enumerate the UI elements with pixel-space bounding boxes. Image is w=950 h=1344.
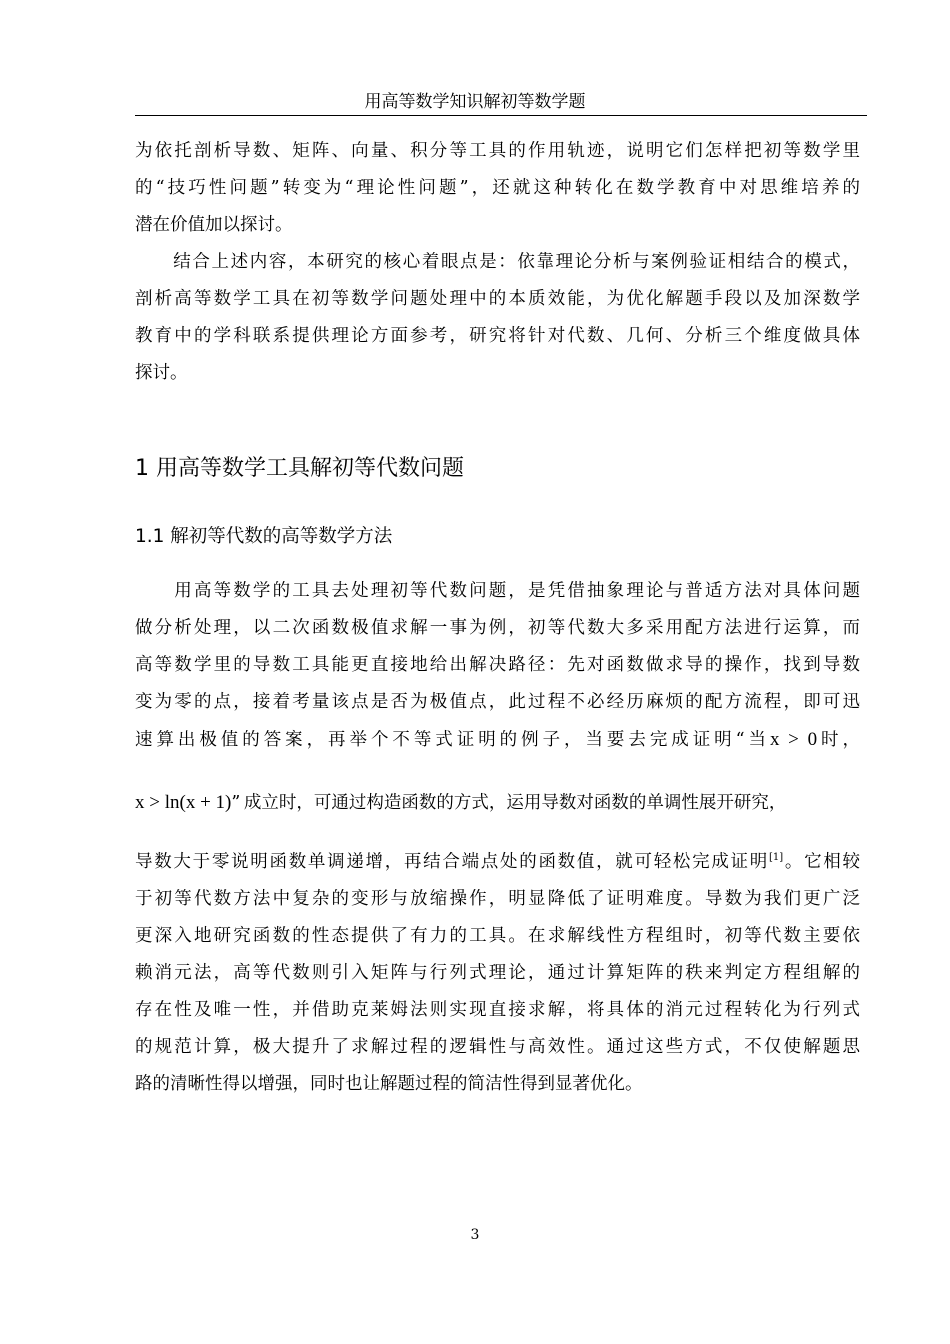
text-line-with-math: [135, 721, 860, 759]
header-rule: [135, 115, 867, 116]
text-line: 变为零的点，接着考量该点是否为极值点，此过程不必经历麻烦的配方流程，即可迅: [135, 692, 860, 712]
text-line: 剖析高等数学工具在初等数学问题处理中的本质效能，为优化解题手段以及加深数学: [135, 289, 860, 309]
text-line: 于初等代数方法中复杂的变形与放缩操作，明显降低了证明难度。导数为我们更广泛: [135, 889, 860, 909]
section-heading: 1 用高等数学工具解初等代数问题: [135, 456, 464, 481]
math-inequality-x-positive: x > 0: [769, 729, 818, 750]
text-line: 存在性及唯一性，并借助克莱姆法则实现直接求解，将具体的消元过程转化为行列式: [135, 1000, 860, 1020]
running-header: 用高等数学知识解初等数学题: [364, 92, 586, 112]
text-line: 探讨。: [135, 363, 188, 383]
text-line: 高等数学里的导数工具能更直接地给出解决路径：先对函数做求导的操作，找到导数: [135, 655, 860, 675]
text-segment: 成立时，可通过构造函数的方式，运用导数对函数的单调性展开研究，: [243, 793, 787, 813]
closing-quote: ”: [231, 793, 241, 813]
intro-paragraph-1: [135, 133, 860, 244]
subsection-heading: 1.1 解初等代数的高等数学方法: [135, 526, 393, 547]
text-line: 潜在价值加以探讨。: [135, 215, 293, 235]
text-line: 赖消元法，高等代数则引入矩阵与行列式理论，通过计算矩阵的秩来判定方程组解的: [135, 963, 860, 983]
math-inequality-ln: x > ln(x + 1): [135, 792, 232, 813]
text-line-with-citation: [135, 844, 860, 881]
page-number: 3: [470, 1227, 480, 1243]
text-segment: 。它相较: [783, 852, 861, 872]
text-segment: 速算出极值的答案，再举个不等式证明的例子，当要去完成证明“当: [135, 730, 770, 750]
intro-paragraph-2: [135, 244, 860, 392]
text-line: 的规范计算，极大提升了求解过程的逻辑性与高效性。通过这些方式，不仅使解题思: [135, 1037, 860, 1057]
text-line: 路的清晰性得以增强，同时也让解题过程的简洁性得到显著优化。: [135, 1074, 643, 1094]
text-segment: 导数大于零说明函数单调递增，再结合端点处的函数值，就可轻松完成证明: [135, 852, 769, 872]
text-line: 更深入地研究函数的性态提供了有力的工具。在求解线性方程组时，初等代数主要依: [135, 926, 860, 946]
text-line: 结合上述内容，本研究的核心着眼点是：依靠理论分析与案例验证相结合的模式，: [135, 252, 860, 272]
citation-marker[interactable]: [1]: [768, 852, 784, 864]
body-paragraph: [135, 573, 860, 759]
text-line-with-math: [135, 785, 860, 821]
body-paragraph-continued: [135, 844, 860, 1103]
text-line: 教育中的学科联系提供理论方面参考，研究将针对代数、几何、分析三个维度做具体: [135, 326, 860, 346]
text-line: 为依托剖析导数、矩阵、向量、积分等工具的作用轨迹，说明它们怎样把初等数学里: [135, 141, 860, 161]
formula-line: [135, 785, 860, 821]
text-line: 用高等数学的工具去处理初等代数问题，是凭借抽象理论与普适方法对具体问题: [135, 581, 860, 601]
text-segment: 时，: [817, 730, 861, 750]
text-line: 的“技巧性问题”转变为“理论性问题”，还就这种转化在数学教育中对思维培养的: [135, 178, 860, 198]
text-line: 做分析处理，以二次函数极值求解一事为例，初等代数大多采用配方法进行运算，而: [135, 618, 860, 638]
